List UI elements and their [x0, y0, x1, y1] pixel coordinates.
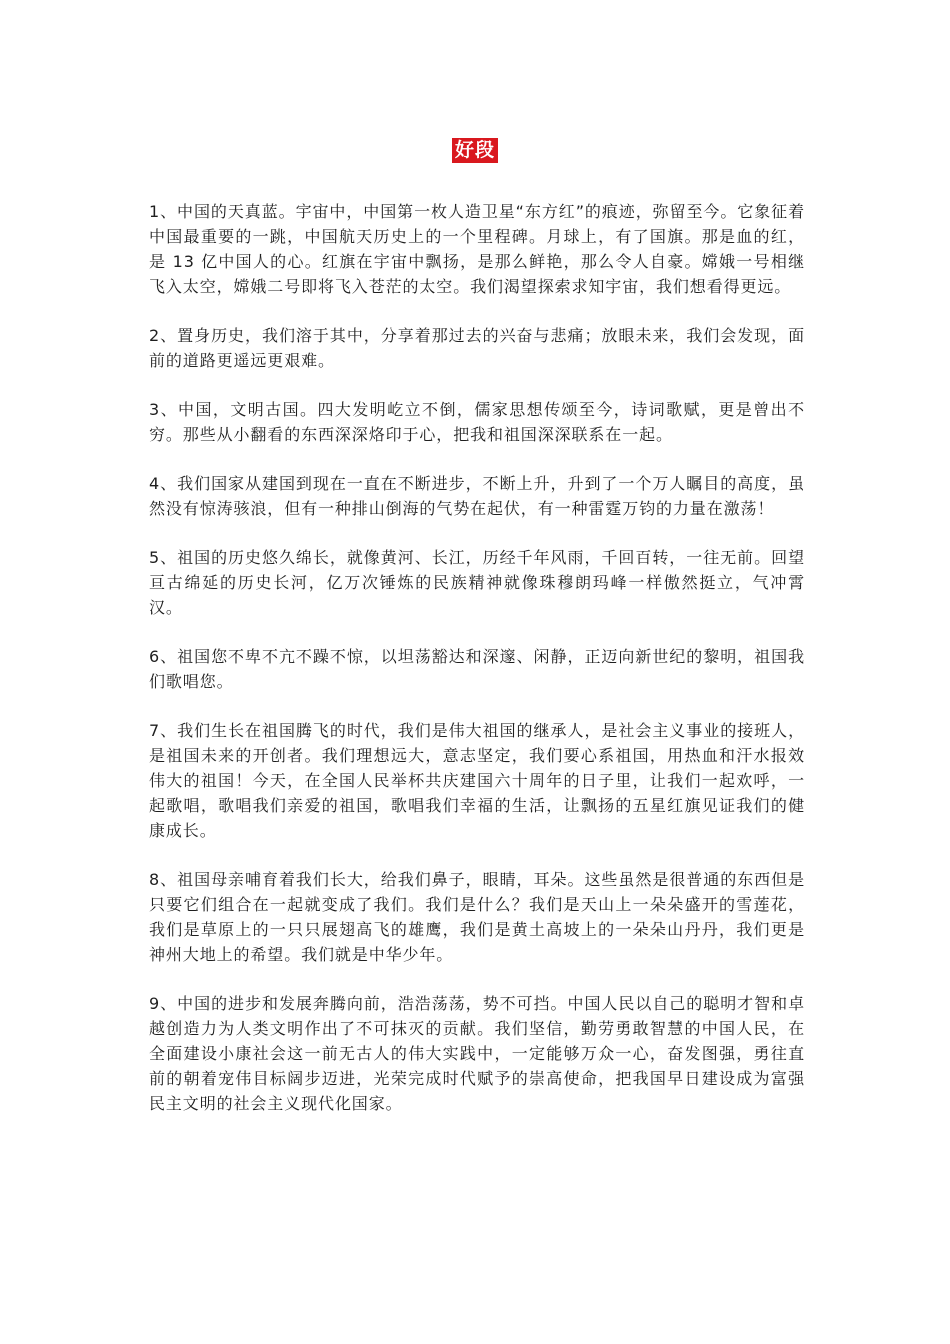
paragraph-4: 4、我们国家从建国到现在一直在不断进步，不断上升，升到了一个万人瞩目的高度，虽然没有惊涛骇浪，但有一种排山倒海的气势在起伏，有一种雷霆万钧的力量在激荡！: [149, 474, 805, 518]
paragraph-9: 9、中国的进步和发展奔腾向前，浩浩荡荡，势不可挡。中国人民以自己的聪明才智和卓越创造力为人类文明作出了不可抹灭的贡献。我们坚信，勤劳勇敢智慧的中国人民，在全面建设小康社会这一前无古人的伟大实践中，一定能够万众一心，奋发图强，勇往直前的朝着宠伟目标阔步迈进，光荣完成时代赋予的崇高使命，把我国早日建设成为富强民主文明的社会主义现代化国家。: [149, 994, 805, 1113]
paragraph-3: 3、中国，文明古国。四大发明屹立不倒，儒家思想传颂至今，诗词歌赋，更是曾出不穷。那些从小翻看的东西深深烙印于心，把我和祖国深深联系在一起。: [149, 400, 805, 444]
document-title: 好段: [452, 138, 498, 163]
paragraph-8: 8、祖国母亲哺育着我们长大，给我们鼻子，眼睛，耳朵。这些虽然是很普通的东西但是只要它们组合在一起就变成了我们。我们是什么？我们是天山上一朵朵盛开的雪莲花，我们是草原上的一只只展翅高飞的雄鹰，我们是黄土高坡上的一朵朵山丹丹，我们更是神州大地上的希望。我们就是中华少年。: [149, 870, 805, 964]
title-container: [0, 138, 950, 163]
paragraph-5: 5、祖国的历史悠久绵长，就像黄河、长江，历经千年风雨，千回百转，一往无前。回望亘古绵延的历史长河，亿万次锤炼的民族精神就像珠穆朗玛峰一样傲然挺立，气冲霄汉。: [149, 548, 805, 617]
paragraph-1: 1、中国的天真蓝。宇宙中，中国第一枚人造卫星“东方红”的痕迹，弥留至今。它象征着中国最重要的一跳，中国航天历史上的一个里程碑。月球上，有了国旗。那是血的红，是 13 亿中国人的心。红旗在宇宙中飘扬，是那么鲜艳，那么令人自豪。嫦娥一号相继飞入太空，嫦娥二号即将飞入苍茫的太空。我们渴望探索求知宇宙，我们想看得更远。: [149, 202, 805, 296]
document-body: [149, 199, 805, 1140]
paragraph-6: 6、祖国您不卑不亢不躁不惊，以坦荡豁达和深邃、闲静，正迈向新世纪的黎明，祖国我们歌唱您。: [149, 647, 805, 691]
paragraph-7: 7、我们生长在祖国腾飞的时代，我们是伟大祖国的继承人，是社会主义事业的接班人，是祖国未来的开创者。我们理想远大，意志坚定，我们要心系祖国，用热血和汗水报效伟大的祖国！今天，在全国人民举杯共庆建国六十周年的日子里，让我们一起欢呼，一起歌唱，歌唱我们亲爱的祖国，歌唱我们幸福的生活，让飘扬的五星红旗见证我们的健康成长。: [149, 721, 805, 840]
paragraph-2: 2、置身历史，我们溶于其中，分享着那过去的兴奋与悲痛；放眼未来，我们会发现，面前的道路更遥远更艰难。: [149, 326, 805, 370]
